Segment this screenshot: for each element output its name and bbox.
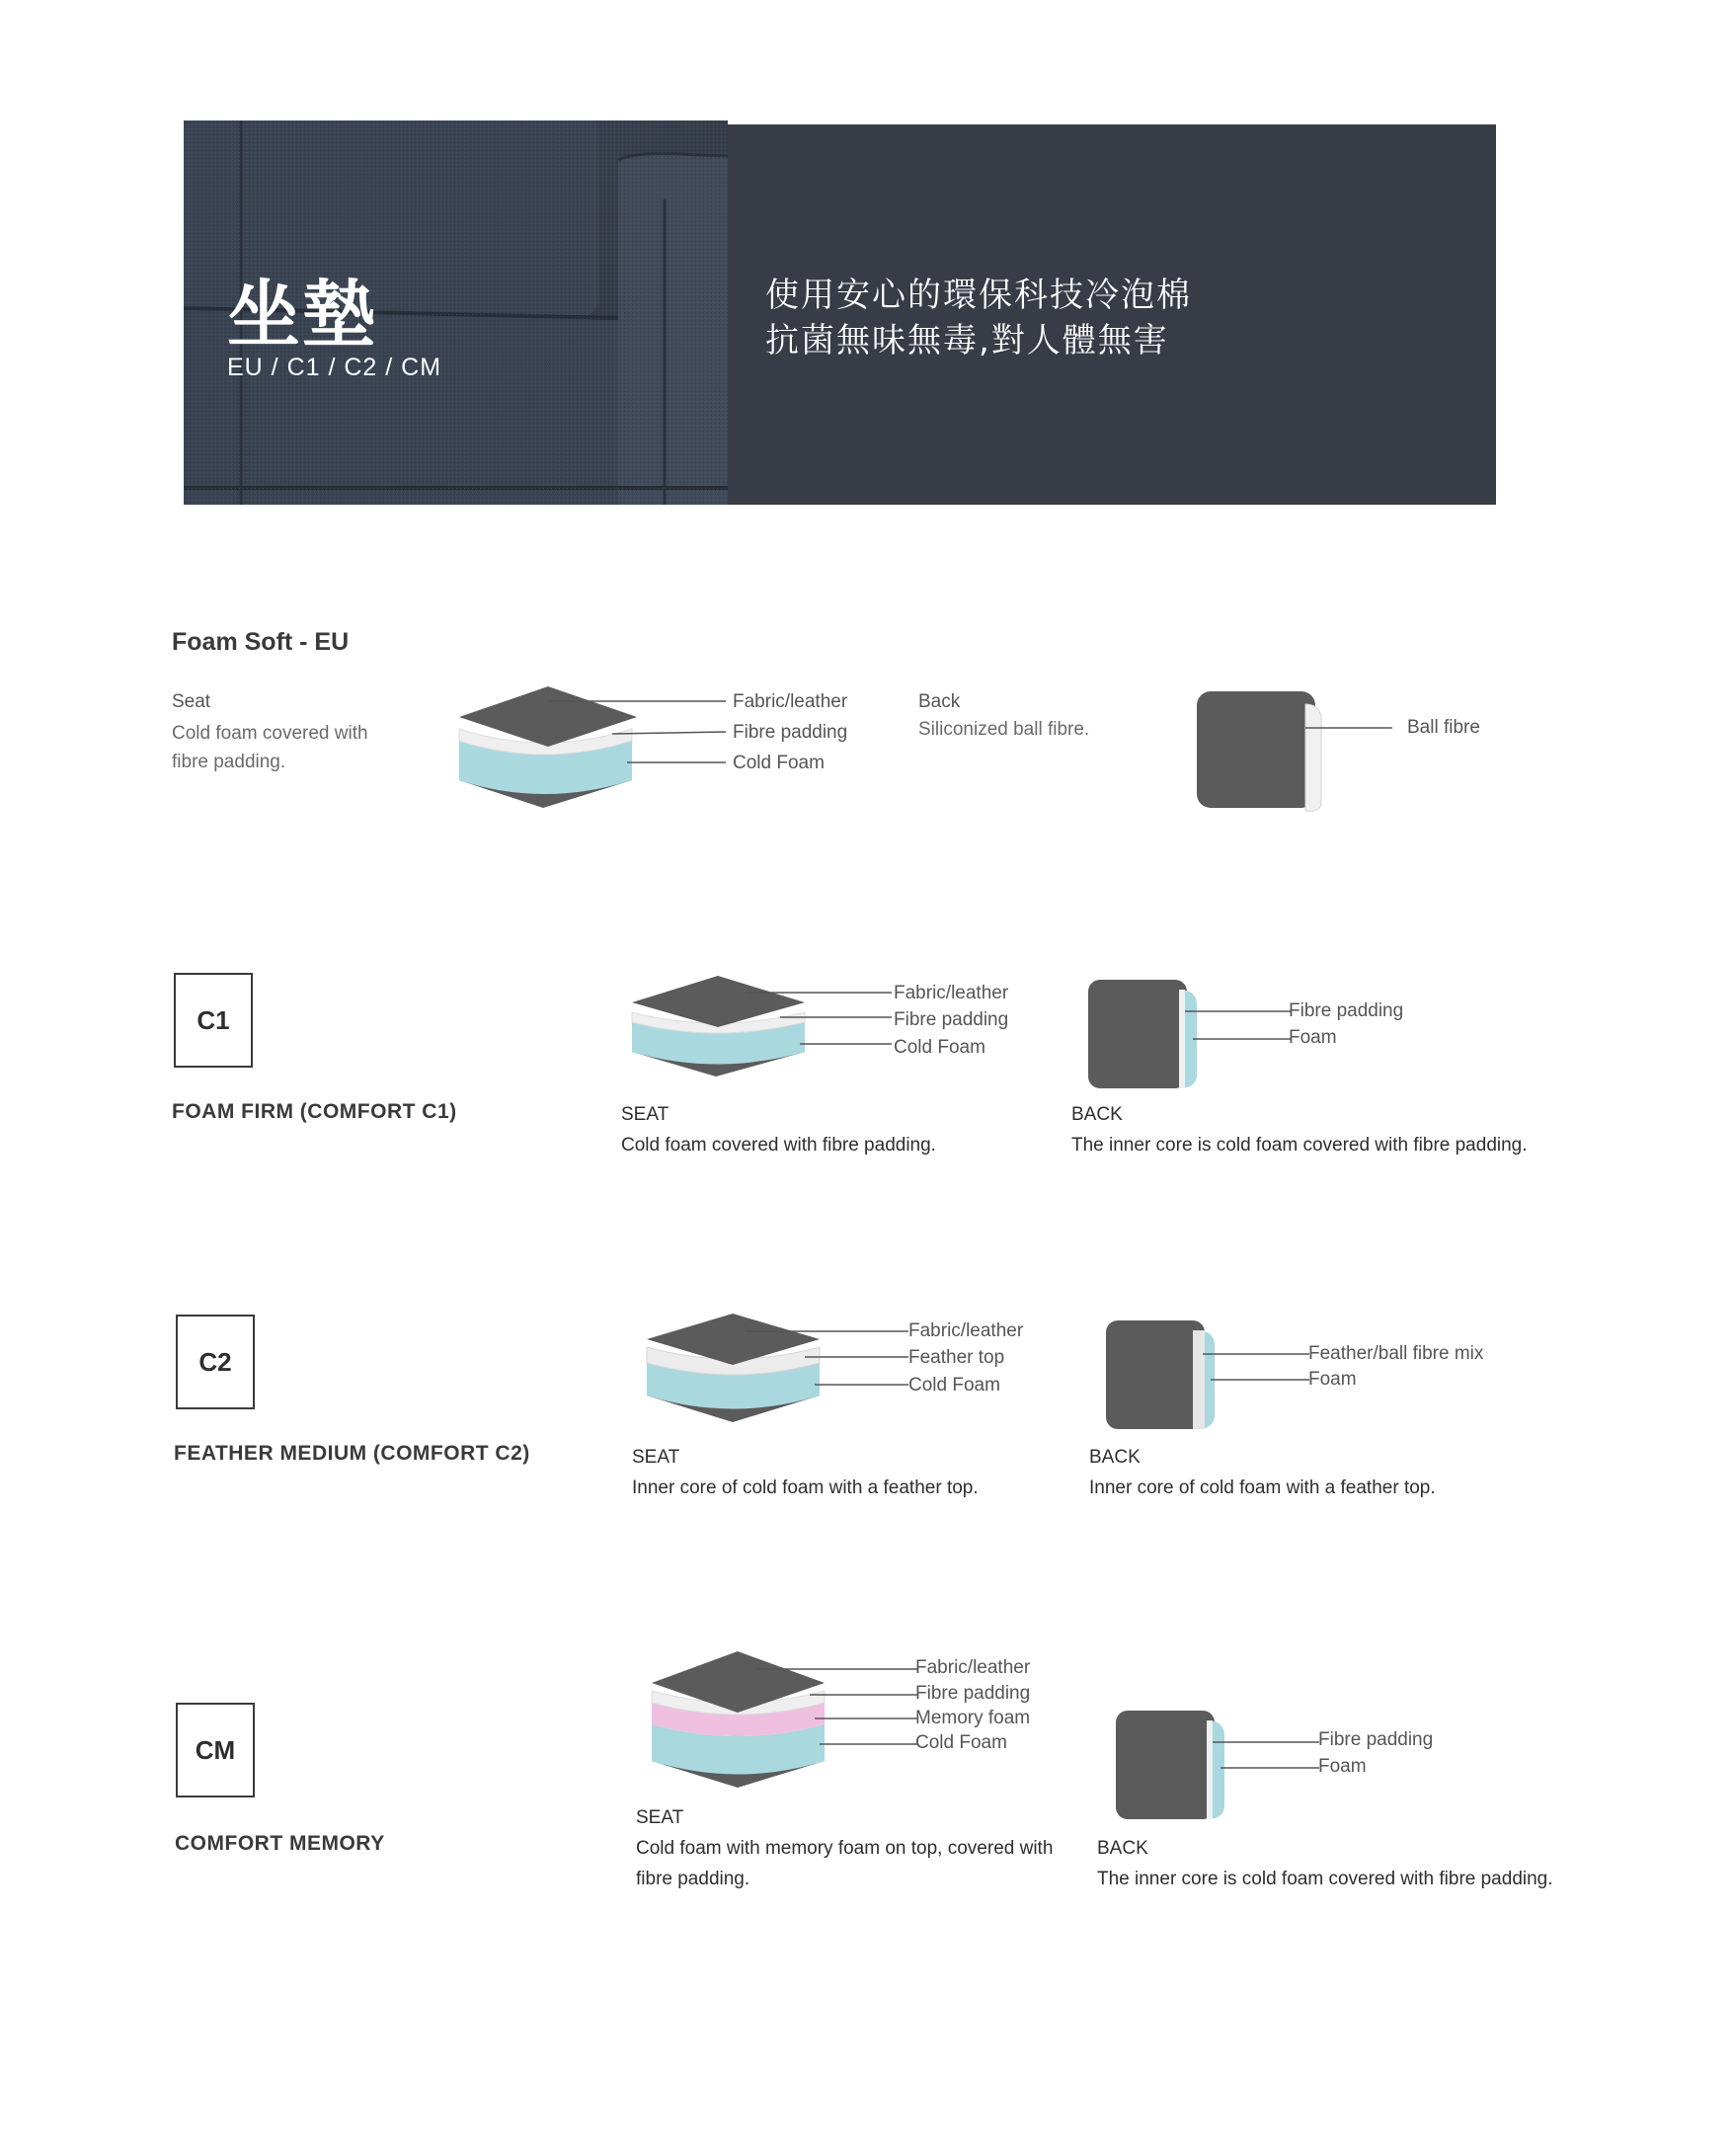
- cm-seat-layer-3: Memory foam: [915, 1708, 1031, 1728]
- eu-seat-layer-1: Fabric/leather: [733, 691, 848, 712]
- eu-back-description: Siliconized ball fibre.: [918, 719, 1090, 740]
- c2-back-layer-2: Foam: [1308, 1369, 1357, 1390]
- c2-seat-description: Inner core of cold foam with a feather top.: [632, 1477, 979, 1498]
- c2-back-layer-1: Feather/ball fibre mix: [1308, 1343, 1484, 1364]
- eu-back-layer-1: Ball fibre: [1407, 717, 1480, 738]
- c1-back-description: The inner core is cold foam covered with fibre padding.: [1071, 1135, 1528, 1156]
- c1-seat-title: SEAT: [621, 1104, 670, 1125]
- cm-seat-title: SEAT: [636, 1807, 684, 1828]
- cm-seat-layer-4: Cold Foam: [915, 1732, 1007, 1753]
- cm-name: COMFORT MEMORY: [175, 1832, 385, 1855]
- eu-seat-description: Cold foam covered with fibre padding.: [172, 723, 368, 772]
- c1-seat-diagram: [627, 973, 913, 1091]
- eu-seat-diagram: [454, 681, 750, 820]
- eu-seat-layer-3: Cold Foam: [733, 753, 825, 773]
- cm-seat-diagram: [647, 1647, 943, 1796]
- eu-seat-title: Seat: [172, 691, 211, 712]
- eu-heading: Foam Soft - EU: [172, 628, 350, 656]
- c2-seat-layer-1: Fabric/leather: [908, 1320, 1024, 1341]
- cm-back-layer-1: Fibre padding: [1318, 1729, 1434, 1750]
- hero-description: 使用安心的環保科技冷泡棉 抗菌無味無毒,對人體無害: [765, 276, 1192, 360]
- eu-back-diagram: [1195, 686, 1412, 820]
- c2-seat-layer-3: Cold Foam: [908, 1375, 1000, 1396]
- cm-code-box: CM: [176, 1703, 255, 1797]
- c1-seat-layer-2: Fibre padding: [894, 1009, 1009, 1030]
- c1-back-diagram: [1086, 978, 1303, 1096]
- cm-seat-layer-2: Fibre padding: [915, 1683, 1031, 1704]
- c1-name: FOAM FIRM (COMFORT C1): [172, 1100, 457, 1123]
- c1-back-title: BACK: [1071, 1104, 1123, 1125]
- c2-seat-layer-2: Feather top: [908, 1347, 1005, 1368]
- c1-code-box: C1: [174, 973, 253, 1068]
- c1-seat-layer-3: Cold Foam: [894, 1037, 985, 1058]
- c2-back-diagram: [1104, 1318, 1321, 1437]
- cm-seat-layer-1: Fabric/leather: [915, 1657, 1031, 1678]
- hero-title: 坐墊: [227, 273, 377, 358]
- c2-back-description: Inner core of cold foam with a feather top.: [1089, 1477, 1436, 1498]
- c1-seat-description: Cold foam covered with fibre padding.: [621, 1135, 936, 1156]
- eu-seat-layer-2: Fibre padding: [733, 722, 848, 743]
- hero-subtitle: EU / C1 / C2 / CM: [227, 354, 442, 381]
- c2-back-title: BACK: [1089, 1447, 1141, 1468]
- c1-back-layer-2: Foam: [1289, 1027, 1337, 1048]
- c1-seat-layer-1: Fabric/leather: [894, 983, 1009, 1003]
- c2-code-box: C2: [176, 1315, 255, 1409]
- cm-back-title: BACK: [1097, 1838, 1148, 1859]
- c2-seat-diagram: [642, 1312, 928, 1435]
- cm-back-layer-2: Foam: [1318, 1756, 1367, 1777]
- cm-seat-description: Cold foam with memory foam on top, covered with fibre padding.: [636, 1838, 1054, 1889]
- c1-back-layer-1: Fibre padding: [1289, 1000, 1404, 1021]
- cm-back-description: The inner core is cold foam covered with fibre padding.: [1097, 1869, 1553, 1889]
- c2-seat-title: SEAT: [632, 1447, 680, 1468]
- cm-back-diagram: [1114, 1709, 1331, 1827]
- c2-name: FEATHER MEDIUM (COMFORT C2): [174, 1442, 530, 1465]
- eu-back-title: Back: [918, 691, 961, 712]
